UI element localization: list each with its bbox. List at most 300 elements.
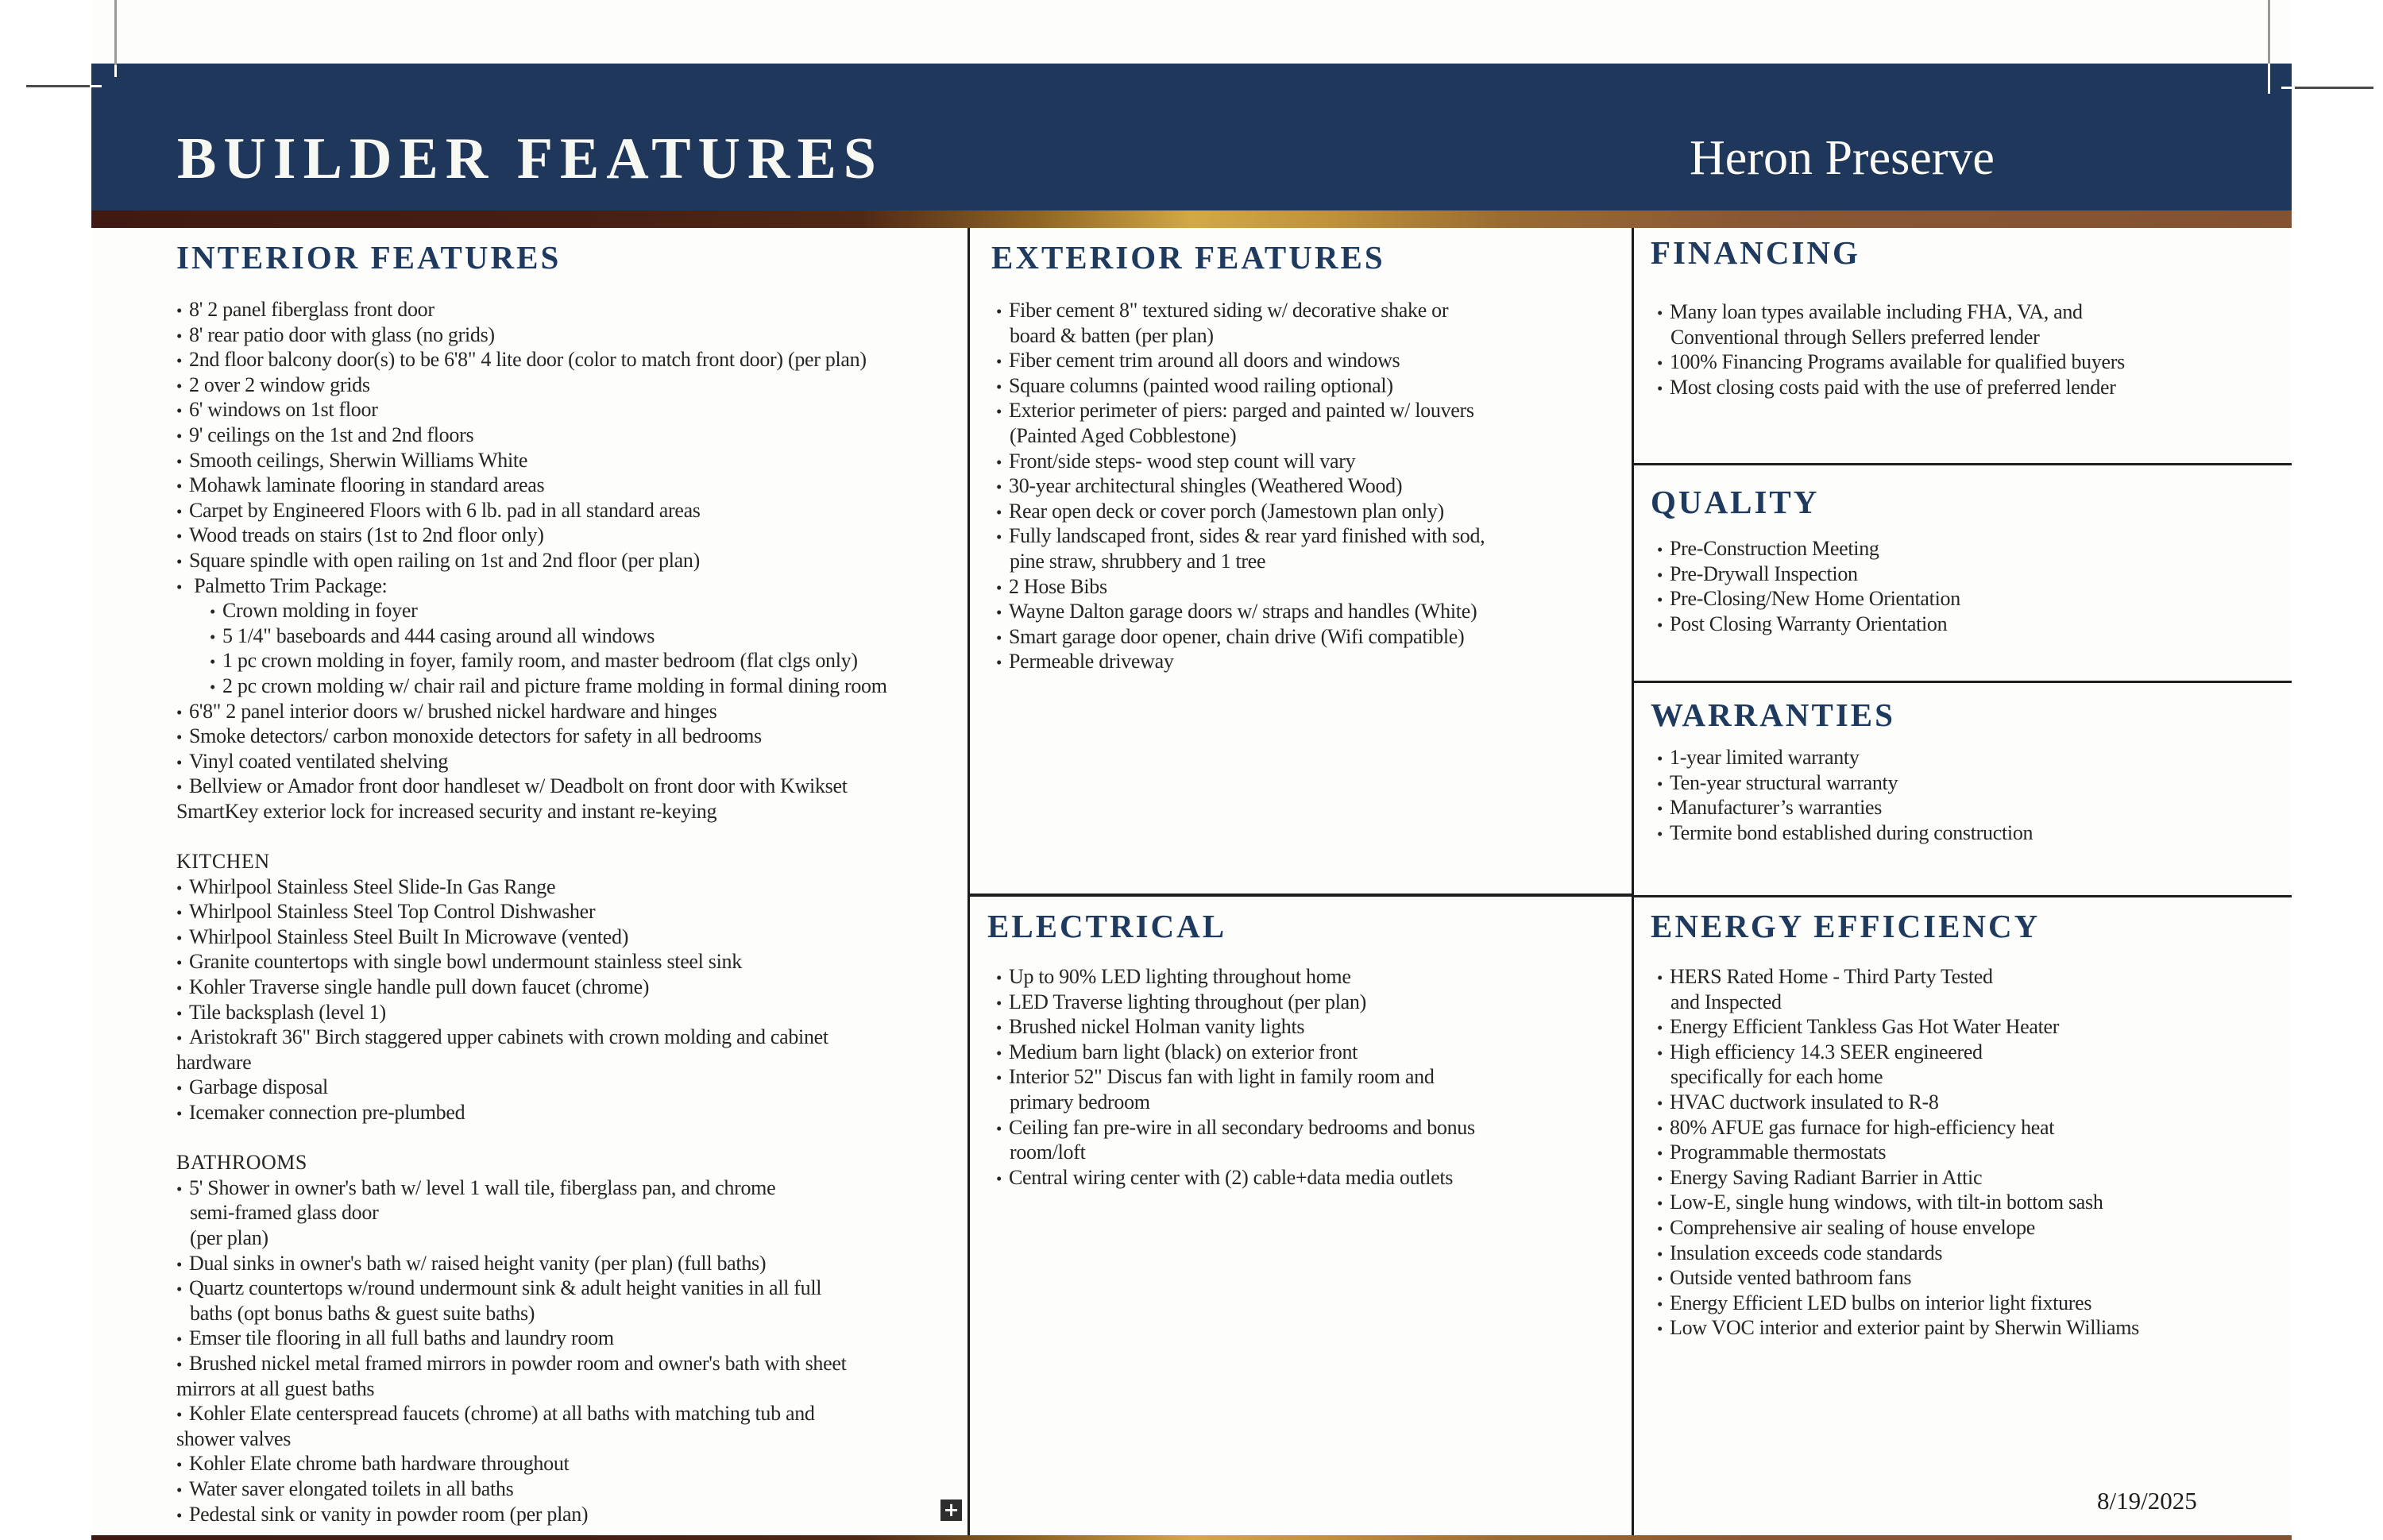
bullet-icon: • xyxy=(176,1480,183,1499)
section-title-interior: INTERIOR FEATURES xyxy=(176,239,562,276)
financing-quality-divider xyxy=(1634,463,2292,465)
feature-line xyxy=(176,648,967,674)
header-accent-stripe xyxy=(91,210,2292,228)
feature-line xyxy=(996,990,1624,1015)
crop-mark-top-left-vertical-overlay xyxy=(114,65,117,77)
crop-mark-top-right-vertical xyxy=(2268,0,2270,64)
bullet-icon: • xyxy=(1657,824,1663,843)
interior-feature-list xyxy=(176,297,967,1526)
feature-text: Medium barn light (black) on exterior front xyxy=(1009,1040,1358,1063)
feature-text: Smoke detectors/ carbon monoxide detectors for safety in all bedrooms xyxy=(189,724,762,748)
feature-text: Central wiring center with (2) cable+data media outlets xyxy=(1009,1165,1454,1189)
feature-line xyxy=(1657,1064,2292,1090)
bullet-icon: • xyxy=(1657,774,1663,793)
section-title-warranties: WARRANTIES xyxy=(1651,697,1895,733)
feature-line xyxy=(176,297,967,322)
footer-accent-stripe xyxy=(91,1535,2292,1540)
feature-line xyxy=(1657,1315,2292,1341)
feature-line xyxy=(176,1251,967,1276)
column-divider-left xyxy=(967,228,970,1535)
feature-line xyxy=(996,523,1624,549)
feature-line xyxy=(176,799,967,824)
feature-text: 1 pc crown molding in foyer, family room, and master bedroom (flat clgs only) xyxy=(222,649,858,673)
feature-text: 2 Hose Bibs xyxy=(1009,574,1107,598)
warranties-energy-divider xyxy=(1634,895,2292,897)
feature-line xyxy=(996,649,1624,674)
feature-text: High efficiency 14.3 SEER engineered xyxy=(1670,1040,1983,1063)
bullet-icon: • xyxy=(176,1279,183,1299)
feature-line xyxy=(176,699,967,724)
feature-text: board & batten (per plan) xyxy=(1010,323,1214,347)
feature-text: Termite bond established during construction xyxy=(1670,820,2033,844)
bullet-icon: • xyxy=(1657,378,1663,398)
feature-line xyxy=(176,874,967,900)
feature-text: (per plan) xyxy=(190,1225,268,1249)
section-title-financing: FINANCING xyxy=(1651,234,1860,271)
feature-line xyxy=(996,323,1624,349)
feature-line xyxy=(176,1200,967,1225)
feature-line xyxy=(1657,964,2292,990)
financing-feature-list xyxy=(1657,299,2285,399)
feature-text: 6' windows on 1st floor xyxy=(189,398,378,422)
bullet-icon: • xyxy=(176,551,183,571)
feature-line xyxy=(1657,1090,2292,1115)
bullet-icon: • xyxy=(176,702,183,722)
feature-text: Wayne Dalton garage doors w/ straps and handles (White) xyxy=(1009,600,1477,623)
feature-line xyxy=(996,624,1624,650)
feature-text: Square spindle with open railing on 1st and 2nd floor (per plan) xyxy=(189,548,700,572)
feature-text: 2 over 2 window grids xyxy=(189,372,370,396)
bullet-icon: • xyxy=(996,968,1002,987)
bullet-icon: • xyxy=(176,1003,183,1023)
feature-text: Up to 90% LED lighting throughout home xyxy=(1009,965,1351,988)
crop-mark-top-left-horizontal xyxy=(26,85,90,87)
feature-text: Interior 52" Discus fan with light in family room and xyxy=(1009,1065,1435,1089)
bullet-icon: • xyxy=(176,1079,183,1098)
bullet-icon: • xyxy=(996,1043,1002,1063)
feature-line xyxy=(996,599,1624,624)
feature-line xyxy=(176,1075,967,1100)
feature-line xyxy=(1657,770,2285,796)
bullet-icon: • xyxy=(1657,540,1663,559)
exterior-electrical-divider xyxy=(970,894,1632,897)
feature-line xyxy=(996,473,1624,499)
feature-line xyxy=(1657,586,2285,612)
subsection-heading xyxy=(176,849,967,874)
feature-text: SmartKey exterior lock for increased security and instant re-keying xyxy=(176,799,717,823)
bullet-icon: • xyxy=(176,978,183,998)
feature-text: pine straw, shrubbery and 1 tree xyxy=(1010,549,1266,573)
feature-line xyxy=(176,1125,967,1151)
feature-text: hardware xyxy=(176,1050,252,1074)
feature-text: Fully landscaped front, sides & rear yard finished with sod, xyxy=(1009,524,1485,548)
feature-line xyxy=(1657,562,2285,587)
feature-text: Granite countertops with single bowl undermount stainless steel sink xyxy=(189,950,742,974)
feature-line xyxy=(176,674,967,699)
feature-line xyxy=(176,548,967,573)
bullet-icon: • xyxy=(176,1330,183,1349)
feature-text: semi-framed glass door xyxy=(190,1201,379,1225)
feature-text: Smart garage door opener, chain drive (Wifi compatible) xyxy=(1009,624,1465,648)
feature-text: 100% Financing Programs available for qualified buyers xyxy=(1670,350,2125,374)
feature-text: Fiber cement trim around all doors and windows xyxy=(1009,349,1400,372)
feature-text: 9' ceilings on the 1st and 2nd floors xyxy=(189,423,474,446)
feature-line xyxy=(996,423,1624,449)
feature-text: 8' 2 panel fiberglass front door xyxy=(189,298,435,321)
bullet-icon: • xyxy=(996,1118,1002,1138)
bullet-icon: • xyxy=(176,728,183,747)
bullet-icon: • xyxy=(176,376,183,396)
feature-line xyxy=(1657,820,2285,846)
feature-text: Programmable thermostats xyxy=(1670,1141,1887,1164)
feature-line xyxy=(176,1451,967,1476)
feature-line xyxy=(176,347,967,372)
bullet-icon: • xyxy=(996,1168,1002,1188)
feature-line xyxy=(176,949,967,975)
feature-text: Energy Efficient Tankless Gas Hot Water Heater xyxy=(1670,1015,2060,1039)
feature-line xyxy=(176,473,967,498)
feature-line xyxy=(176,1100,967,1125)
bullet-icon: • xyxy=(176,878,183,897)
feature-line xyxy=(1657,1165,2292,1191)
bullet-icon: • xyxy=(1657,1244,1663,1264)
bullet-icon: • xyxy=(210,677,216,697)
feature-text: 2 pc crown molding w/ chair rail and picture frame molding in formal dining room xyxy=(222,674,887,697)
feature-line xyxy=(1657,1241,2292,1266)
feature-text: Outside vented bathroom fans xyxy=(1670,1266,1912,1290)
feature-line xyxy=(176,1225,967,1251)
bullet-icon: • xyxy=(1657,1294,1663,1314)
bullet-icon: • xyxy=(996,402,1002,422)
feature-line xyxy=(996,499,1624,524)
feature-text: 80% AFUE gas furnace for high-efficiency heat xyxy=(1670,1115,2055,1139)
feature-text: Conventional through Sellers preferred lender xyxy=(1670,325,2040,349)
feature-line xyxy=(176,623,967,649)
bullet-icon: • xyxy=(176,1455,183,1475)
feature-line xyxy=(176,1502,967,1527)
bullet-icon: • xyxy=(1657,303,1663,322)
bullet-icon: • xyxy=(996,527,1002,547)
expand-plus-button[interactable]: + xyxy=(940,1499,962,1521)
feature-line xyxy=(176,1050,967,1075)
subsection-heading xyxy=(176,1150,967,1175)
feature-text: 5' Shower in owner's bath w/ level 1 wall tile, fiberglass pan, and chrome xyxy=(189,1175,776,1199)
feature-line xyxy=(996,1014,1624,1040)
feature-text: KITCHEN xyxy=(176,850,270,874)
feature-text: Mohawk laminate flooring in standard areas xyxy=(189,473,545,497)
bullet-icon: • xyxy=(176,401,183,421)
feature-text: Kohler Elate chrome bath hardware throughout xyxy=(189,1452,570,1476)
bullet-icon: • xyxy=(996,653,1002,673)
feature-line xyxy=(176,899,967,924)
feature-line xyxy=(176,1351,967,1376)
feature-line xyxy=(176,774,967,799)
feature-line xyxy=(996,373,1624,399)
feature-text: Kohler Elate centerspread faucets (chrome) at all baths with matching tub and xyxy=(189,1402,815,1426)
feature-line xyxy=(1657,1265,2292,1291)
feature-line xyxy=(1657,1115,2292,1141)
feature-text: Many loan types available including FHA, VA, and xyxy=(1670,300,2083,323)
feature-line xyxy=(176,1000,967,1025)
feature-text: HERS Rated Home - Third Party Tested xyxy=(1670,965,1993,988)
feature-line xyxy=(996,549,1624,574)
feature-line xyxy=(176,1175,967,1201)
bullet-icon: • xyxy=(1657,1168,1663,1188)
feature-line xyxy=(176,397,967,423)
feature-text: Exterior perimeter of piers: parged and painted w/ louvers xyxy=(1009,399,1474,423)
feature-text: Post Closing Warranty Orientation xyxy=(1670,612,1948,635)
feature-line xyxy=(176,749,967,774)
bullet-icon: • xyxy=(996,376,1002,396)
feature-text: Whirlpool Stainless Steel Built In Microwave (vented) xyxy=(189,924,629,948)
bullet-icon: • xyxy=(176,426,183,446)
bullet-icon: • xyxy=(996,993,1002,1013)
feature-line xyxy=(1657,299,2285,325)
section-title-energy: ENERGY EFFICIENCY xyxy=(1651,908,2041,944)
bullet-icon: • xyxy=(176,351,183,371)
feature-text: Icemaker connection pre-plumbed xyxy=(189,1101,465,1124)
feature-text: BATHROOMS xyxy=(176,1151,307,1175)
feature-text: Brushed nickel metal framed mirrors in powder room and owner's bath with sheet xyxy=(189,1351,847,1375)
crop-mark-top-left-horizontal-overlay xyxy=(91,85,102,87)
bullet-icon: • xyxy=(210,652,216,672)
revision-date: 8/19/2025 xyxy=(2097,1487,2197,1515)
feature-line xyxy=(996,1140,1624,1165)
bullet-icon: • xyxy=(996,603,1002,623)
feature-line xyxy=(176,1301,967,1326)
feature-line xyxy=(996,348,1624,373)
crop-mark-top-right-horizontal xyxy=(2295,87,2373,89)
bullet-icon: • xyxy=(1657,1218,1663,1238)
feature-text: Crown molding in foyer xyxy=(222,599,418,623)
feature-text: HVAC ductwork insulated to R-8 xyxy=(1670,1090,1939,1114)
feature-text: Whirlpool Stainless Steel Top Control Dishwasher xyxy=(189,900,596,924)
feature-line xyxy=(996,964,1624,990)
feature-text: Kohler Traverse single handle pull down faucet (chrome) xyxy=(189,975,650,999)
feature-text: Quartz countertops w/round undermount sink & adult height vanities in all full xyxy=(189,1276,822,1300)
feature-line xyxy=(1657,349,2285,375)
feature-text: Square columns (painted wood railing optional) xyxy=(1009,373,1393,397)
bullet-icon: • xyxy=(996,452,1002,472)
feature-line xyxy=(176,448,967,473)
column-divider-right xyxy=(1632,228,1634,1535)
quality-warranties-divider xyxy=(1634,681,2292,683)
feature-line xyxy=(176,1426,967,1452)
feature-text: Pedestal sink or vanity in powder room (per plan) xyxy=(189,1502,589,1526)
bullet-icon: • xyxy=(176,1104,183,1123)
feature-text: Pre-Drywall Inspection xyxy=(1670,562,1858,585)
feature-line xyxy=(1657,1140,2292,1165)
feature-line xyxy=(1657,745,2285,770)
feature-text: Aristokraft 36" Birch staggered upper cabinets with crown molding and cabinet xyxy=(189,1025,828,1049)
feature-line xyxy=(176,1401,967,1426)
feature-text: 6'8" 2 panel interior doors w/ brushed nickel hardware and hinges xyxy=(189,699,717,723)
feature-text: room/loft xyxy=(1010,1141,1086,1164)
feature-text: Pre-Construction Meeting xyxy=(1670,537,1879,560)
feature-line xyxy=(996,398,1624,423)
bullet-icon: • xyxy=(996,502,1002,522)
bullet-icon: • xyxy=(996,627,1002,647)
bullet-icon: • xyxy=(1657,968,1663,987)
bullet-icon: • xyxy=(1657,1118,1663,1138)
bullet-icon: • xyxy=(176,903,183,923)
feature-line xyxy=(996,1165,1624,1191)
feature-text: Manufacturer’s warranties xyxy=(1670,796,1883,820)
crop-mark-top-right-horizontal-overlay xyxy=(2281,87,2292,89)
feature-line xyxy=(996,574,1624,600)
feature-text: baths (opt bonus baths & guest suite baths) xyxy=(190,1301,535,1325)
feature-line xyxy=(1657,1215,2292,1241)
bullet-icon: • xyxy=(1657,1018,1663,1038)
feature-line xyxy=(176,498,967,523)
feature-text: Most closing costs paid with the use of preferred lender xyxy=(1670,375,2116,399)
feature-text: Whirlpool Stainless Steel Slide-In Gas Range xyxy=(189,874,556,898)
feature-text: Insulation exceeds code standards xyxy=(1670,1241,1943,1264)
feature-line xyxy=(1657,1190,2292,1215)
feature-line xyxy=(176,724,967,749)
feature-line xyxy=(176,824,967,849)
bullet-icon: • xyxy=(996,302,1002,321)
bullet-icon: • xyxy=(1657,1269,1663,1289)
bullet-icon: • xyxy=(176,752,183,772)
bullet-icon: • xyxy=(210,602,216,622)
bullet-icon: • xyxy=(176,527,183,546)
bullet-icon: • xyxy=(996,577,1002,597)
feature-text: shower valves xyxy=(176,1426,292,1450)
feature-line xyxy=(1657,536,2285,562)
bullet-icon: • xyxy=(1657,1144,1663,1164)
feature-line xyxy=(176,372,967,398)
bullet-icon: • xyxy=(176,1029,183,1048)
feature-text: (Painted Aged Cobblestone) xyxy=(1010,423,1237,447)
feature-line xyxy=(1657,1040,2292,1065)
feature-text: Dual sinks in owner's bath w/ raised height vanity (per plan) (full baths) xyxy=(189,1251,767,1275)
feature-text: Front/side steps- wood step count will vary xyxy=(1009,449,1356,473)
feature-text: Low-E, single hung windows, with tilt-in bottom sash xyxy=(1670,1191,2103,1214)
warranties-feature-list xyxy=(1657,745,2285,845)
feature-text: Vinyl coated ventilated shelving xyxy=(189,749,449,773)
feature-text: Tile backsplash (level 1) xyxy=(189,1000,386,1024)
quality-feature-list xyxy=(1657,536,2285,636)
feature-text: LED Traverse lighting throughout (per plan) xyxy=(1009,990,1366,1013)
feature-line xyxy=(1657,325,2285,350)
feature-line xyxy=(176,1376,967,1402)
feature-line xyxy=(1657,375,2285,400)
feature-text: Energy Efficient LED bulbs on interior light fixtures xyxy=(1670,1291,2092,1314)
bullet-icon: • xyxy=(996,1068,1002,1088)
energy-feature-list xyxy=(1657,964,2292,1341)
bullet-icon: • xyxy=(176,1405,183,1425)
electrical-feature-list xyxy=(996,964,1624,1190)
feature-text: Fiber cement 8" textured siding w/ decorative shake or xyxy=(1009,299,1449,322)
bullet-icon: • xyxy=(1657,799,1663,819)
bullet-icon: • xyxy=(1657,615,1663,635)
feature-line xyxy=(1657,795,2285,820)
feature-line xyxy=(996,1040,1624,1065)
bullet-icon: • xyxy=(996,477,1002,497)
feature-line xyxy=(996,1115,1624,1141)
bullet-icon: • xyxy=(176,953,183,973)
feature-text: and Inspected xyxy=(1670,990,1782,1013)
feature-line xyxy=(176,1326,967,1351)
feature-text: Ten-year structural warranty xyxy=(1670,770,1898,794)
feature-text: 5 1/4" baseboards and 444 casing around all windows xyxy=(222,623,655,647)
section-title-electrical: ELECTRICAL xyxy=(987,908,1227,944)
section-title-exterior: EXTERIOR FEATURES xyxy=(991,239,1385,276)
bullet-icon: • xyxy=(996,352,1002,372)
feature-line xyxy=(176,598,967,623)
feature-text: Bellview or Amador front door handleset w/ Deadbolt on front door with Kwikset xyxy=(189,774,848,798)
feature-line xyxy=(176,924,967,950)
feature-line xyxy=(176,975,967,1000)
feature-text: 30-year architectural shingles (Weathered Wood) xyxy=(1009,474,1403,498)
feature-text: 2nd floor balcony door(s) to be 6'8" 4 lite door (color to match front door) (per plan) xyxy=(189,348,867,372)
feature-line xyxy=(176,423,967,448)
feature-line xyxy=(176,322,967,348)
bullet-icon: • xyxy=(996,1018,1002,1038)
feature-line xyxy=(176,1276,967,1301)
header-banner xyxy=(91,64,2292,210)
crop-mark-top-right-vertical-overlay xyxy=(2268,64,2270,94)
feature-text: Comprehensive air sealing of house envelope xyxy=(1670,1215,2036,1239)
feature-line xyxy=(176,523,967,548)
feature-text: Garbage disposal xyxy=(189,1075,328,1099)
feature-text: primary bedroom xyxy=(1010,1090,1150,1114)
community-name: Heron Preserve xyxy=(1690,131,1995,185)
bullet-icon: • xyxy=(176,1179,183,1198)
feature-line xyxy=(176,1025,967,1050)
feature-text: Ceiling fan pre-wire in all secondary bedrooms and bonus xyxy=(1009,1115,1475,1139)
bullet-icon: • xyxy=(176,1354,183,1374)
feature-text: Low VOC interior and exterior paint by Sherwin Williams xyxy=(1670,1316,2139,1340)
feature-text: mirrors at all guest baths xyxy=(176,1376,375,1400)
bullet-icon: • xyxy=(1657,1043,1663,1063)
feature-text: specifically for each home xyxy=(1670,1065,1883,1089)
feature-text: Palmetto Trim Package: xyxy=(189,573,388,597)
bullet-icon: • xyxy=(1657,1194,1663,1214)
bullet-icon: • xyxy=(210,627,216,646)
feature-line xyxy=(996,1090,1624,1115)
feature-text: 1-year limited warranty xyxy=(1670,746,1860,769)
bullet-icon: • xyxy=(1657,1093,1663,1113)
exterior-feature-list xyxy=(996,298,1624,674)
bullet-icon: • xyxy=(176,928,183,948)
page-title: BUILDER FEATURES xyxy=(177,126,883,191)
feature-text: Energy Saving Radiant Barrier in Attic xyxy=(1670,1165,1983,1189)
feature-text: Pre-Closing/New Home Orientation xyxy=(1670,587,1960,611)
bullet-icon: • xyxy=(176,1505,183,1525)
bullet-icon: • xyxy=(176,477,183,496)
feature-line xyxy=(1657,1014,2292,1040)
bullet-icon: • xyxy=(1657,590,1663,610)
feature-text: Water saver elongated toilets in all baths xyxy=(189,1476,514,1500)
feature-line xyxy=(996,1064,1624,1090)
bullet-icon: • xyxy=(1657,565,1663,585)
bullet-icon: • xyxy=(176,301,183,320)
feature-text: Wood treads on stairs (1st to 2nd floor only) xyxy=(189,523,544,547)
feature-text: Emser tile flooring in all full baths and laundry room xyxy=(189,1326,614,1350)
section-title-quality: QUALITY xyxy=(1651,484,1820,520)
feature-line xyxy=(996,298,1624,323)
feature-line xyxy=(996,449,1624,474)
feature-text: 8' rear patio door with glass (no grids) xyxy=(189,322,495,346)
feature-text: Brushed nickel Holman vanity lights xyxy=(1009,1015,1305,1039)
feature-line xyxy=(1657,1291,2292,1316)
feature-text: Rear open deck or cover porch (Jamestown plan only) xyxy=(1009,499,1444,523)
bullet-icon: • xyxy=(1657,1319,1663,1339)
crop-mark-top-left-vertical xyxy=(114,0,117,73)
feature-text: Smooth ceilings, Sherwin Williams White xyxy=(189,448,528,472)
